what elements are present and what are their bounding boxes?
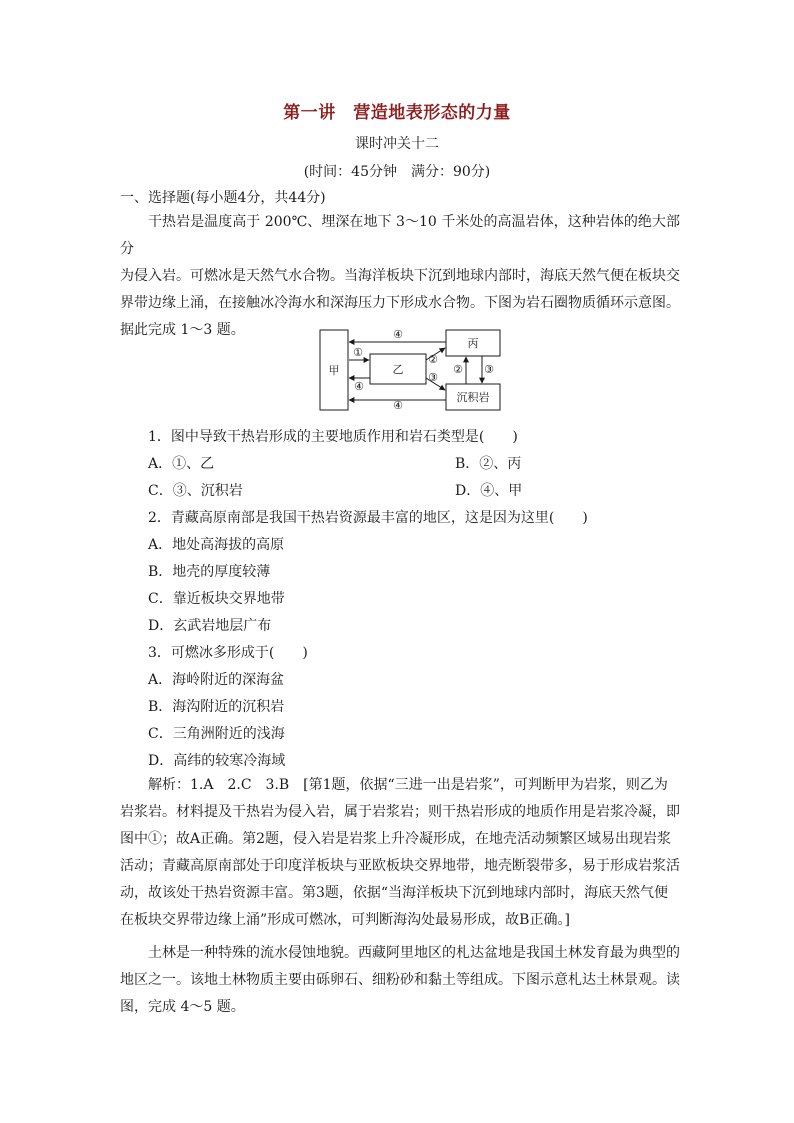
passage-2-line: 土林是一种特殊的流水侵蚀地貌。西藏阿里地区的札达盆地是我国土林发育最为典型的 — [148, 945, 680, 961]
section-heading: 一、选择题(每小题4分，共44分) — [120, 190, 326, 206]
analysis-line: 解析：1.A 2.C 3.B [第1题，依据“三进一出是岩浆”，可判断甲为岩浆，则乙为 — [148, 777, 668, 793]
passage-1-line: 干热岩是温度高于 200℃、埋深在地下 3～10 千米处的高温岩体，这种岩体的绝大部分 — [120, 214, 680, 257]
question-3-option-d[interactable]: D．高纬的较寒冷海域 — [148, 753, 286, 769]
question-3-stem: 3．可燃冰多形成于( ) — [148, 645, 308, 661]
analysis-line: 活动；青藏高原南部处于印度洋板块与亚欧板块交界地带，地壳断裂带多，易于形成岩浆活 — [120, 858, 680, 874]
passage-2-line: 图，完成 4～5 题。 — [120, 999, 245, 1015]
passage-1-line: 为侵入岩。可燃冰是天然气水合物。当海洋板块下沉到地球内部时，海底天然气便在板块交 — [120, 268, 680, 284]
question-1-option-c[interactable]: C．③、沉积岩 — [148, 483, 243, 499]
box-yi-label: 乙 — [392, 363, 404, 376]
passage-1-line: 界带边缘上涌，在接触冰冷海水和深海压力下形成水合物。下图为岩石圈物质循环示意图。 — [120, 295, 680, 311]
time-info: (时间：45分钟 满分：90分) — [303, 164, 491, 180]
question-2-option-c[interactable]: C．靠近板块交界地带 — [148, 591, 285, 607]
analysis-line: 图中①；故A正确。第2题，侵入岩是岩浆上升冷凝形成，在地壳活动频繁区域易出现岩浆 — [120, 831, 672, 847]
question-1-option-d[interactable]: D．④、甲 — [455, 483, 523, 499]
arrow-label-4-top: ④ — [393, 328, 403, 341]
question-1-option-a[interactable]: A．①、乙 — [148, 456, 215, 472]
arrow-label-2-right: ② — [453, 363, 463, 376]
question-3-option-a[interactable]: A．海岭附近的深海盆 — [148, 672, 285, 688]
arrow-label-4-mid: ④ — [354, 380, 364, 393]
arrow-label-1: ① — [353, 346, 363, 359]
box-bing-label: 丙 — [467, 337, 479, 350]
question-2-stem: 2．青藏高原南部是我国干热岩资源最丰富的地区，这是因为这里( ) — [148, 510, 588, 526]
rock-cycle-diagram — [318, 326, 504, 412]
question-3-option-b[interactable]: B．海沟附近的沉积岩 — [148, 699, 285, 715]
arrow-label-4-bottom: ④ — [393, 399, 403, 412]
arrow-label-2-left: ② — [428, 353, 438, 366]
passage-2 — [120, 940, 680, 1021]
passage-2-line: 地区之一。该地土林物质主要由砾卵石、细粉砂和黏土等组成。下图示意札达土林景观。读 — [120, 972, 680, 988]
box-sediment-label: 沉积岩 — [456, 391, 490, 404]
arrow-label-3-left: ③ — [428, 371, 438, 384]
question-1-stem: 1．图中导致干热岩形成的主要地质作用和岩石类型是( ) — [148, 429, 518, 445]
passage-1 — [120, 209, 680, 344]
question-3-option-c[interactable]: C．三角洲附近的浅海 — [148, 726, 285, 742]
question-2-option-b[interactable]: B．地壳的厚度较薄 — [148, 564, 271, 580]
arrow-label-3-right: ③ — [484, 363, 494, 376]
box-jia-label: 甲 — [328, 364, 340, 377]
analysis — [120, 772, 680, 934]
analysis-line: 在板块交界带边缘上涌”形成可燃冰，可判断海沟处最易形成，故B正确。] — [120, 912, 570, 928]
analysis-line: 岩浆岩。材料提及干热岩为侵入岩，属于岩浆岩；则干热岩形成的地质作用是岩浆冷凝，即 — [120, 804, 680, 820]
page-subtitle: 课时冲关十二 — [355, 136, 439, 152]
analysis-line: 动，故该处干热岩资源丰富。第3题，依据“当海洋板块下沉到地球内部时，海底天然气便 — [120, 885, 669, 901]
passage-1-line: 据此完成 1～3 题。 — [120, 322, 245, 338]
page-title: 第一讲 营造地表形态的力量 — [283, 103, 511, 123]
question-2-option-d[interactable]: D．玄武岩地层广布 — [148, 618, 272, 634]
question-2-option-a[interactable]: A．地处高海拔的高原 — [148, 537, 285, 553]
question-1-option-b[interactable]: B．②、丙 — [455, 456, 522, 472]
